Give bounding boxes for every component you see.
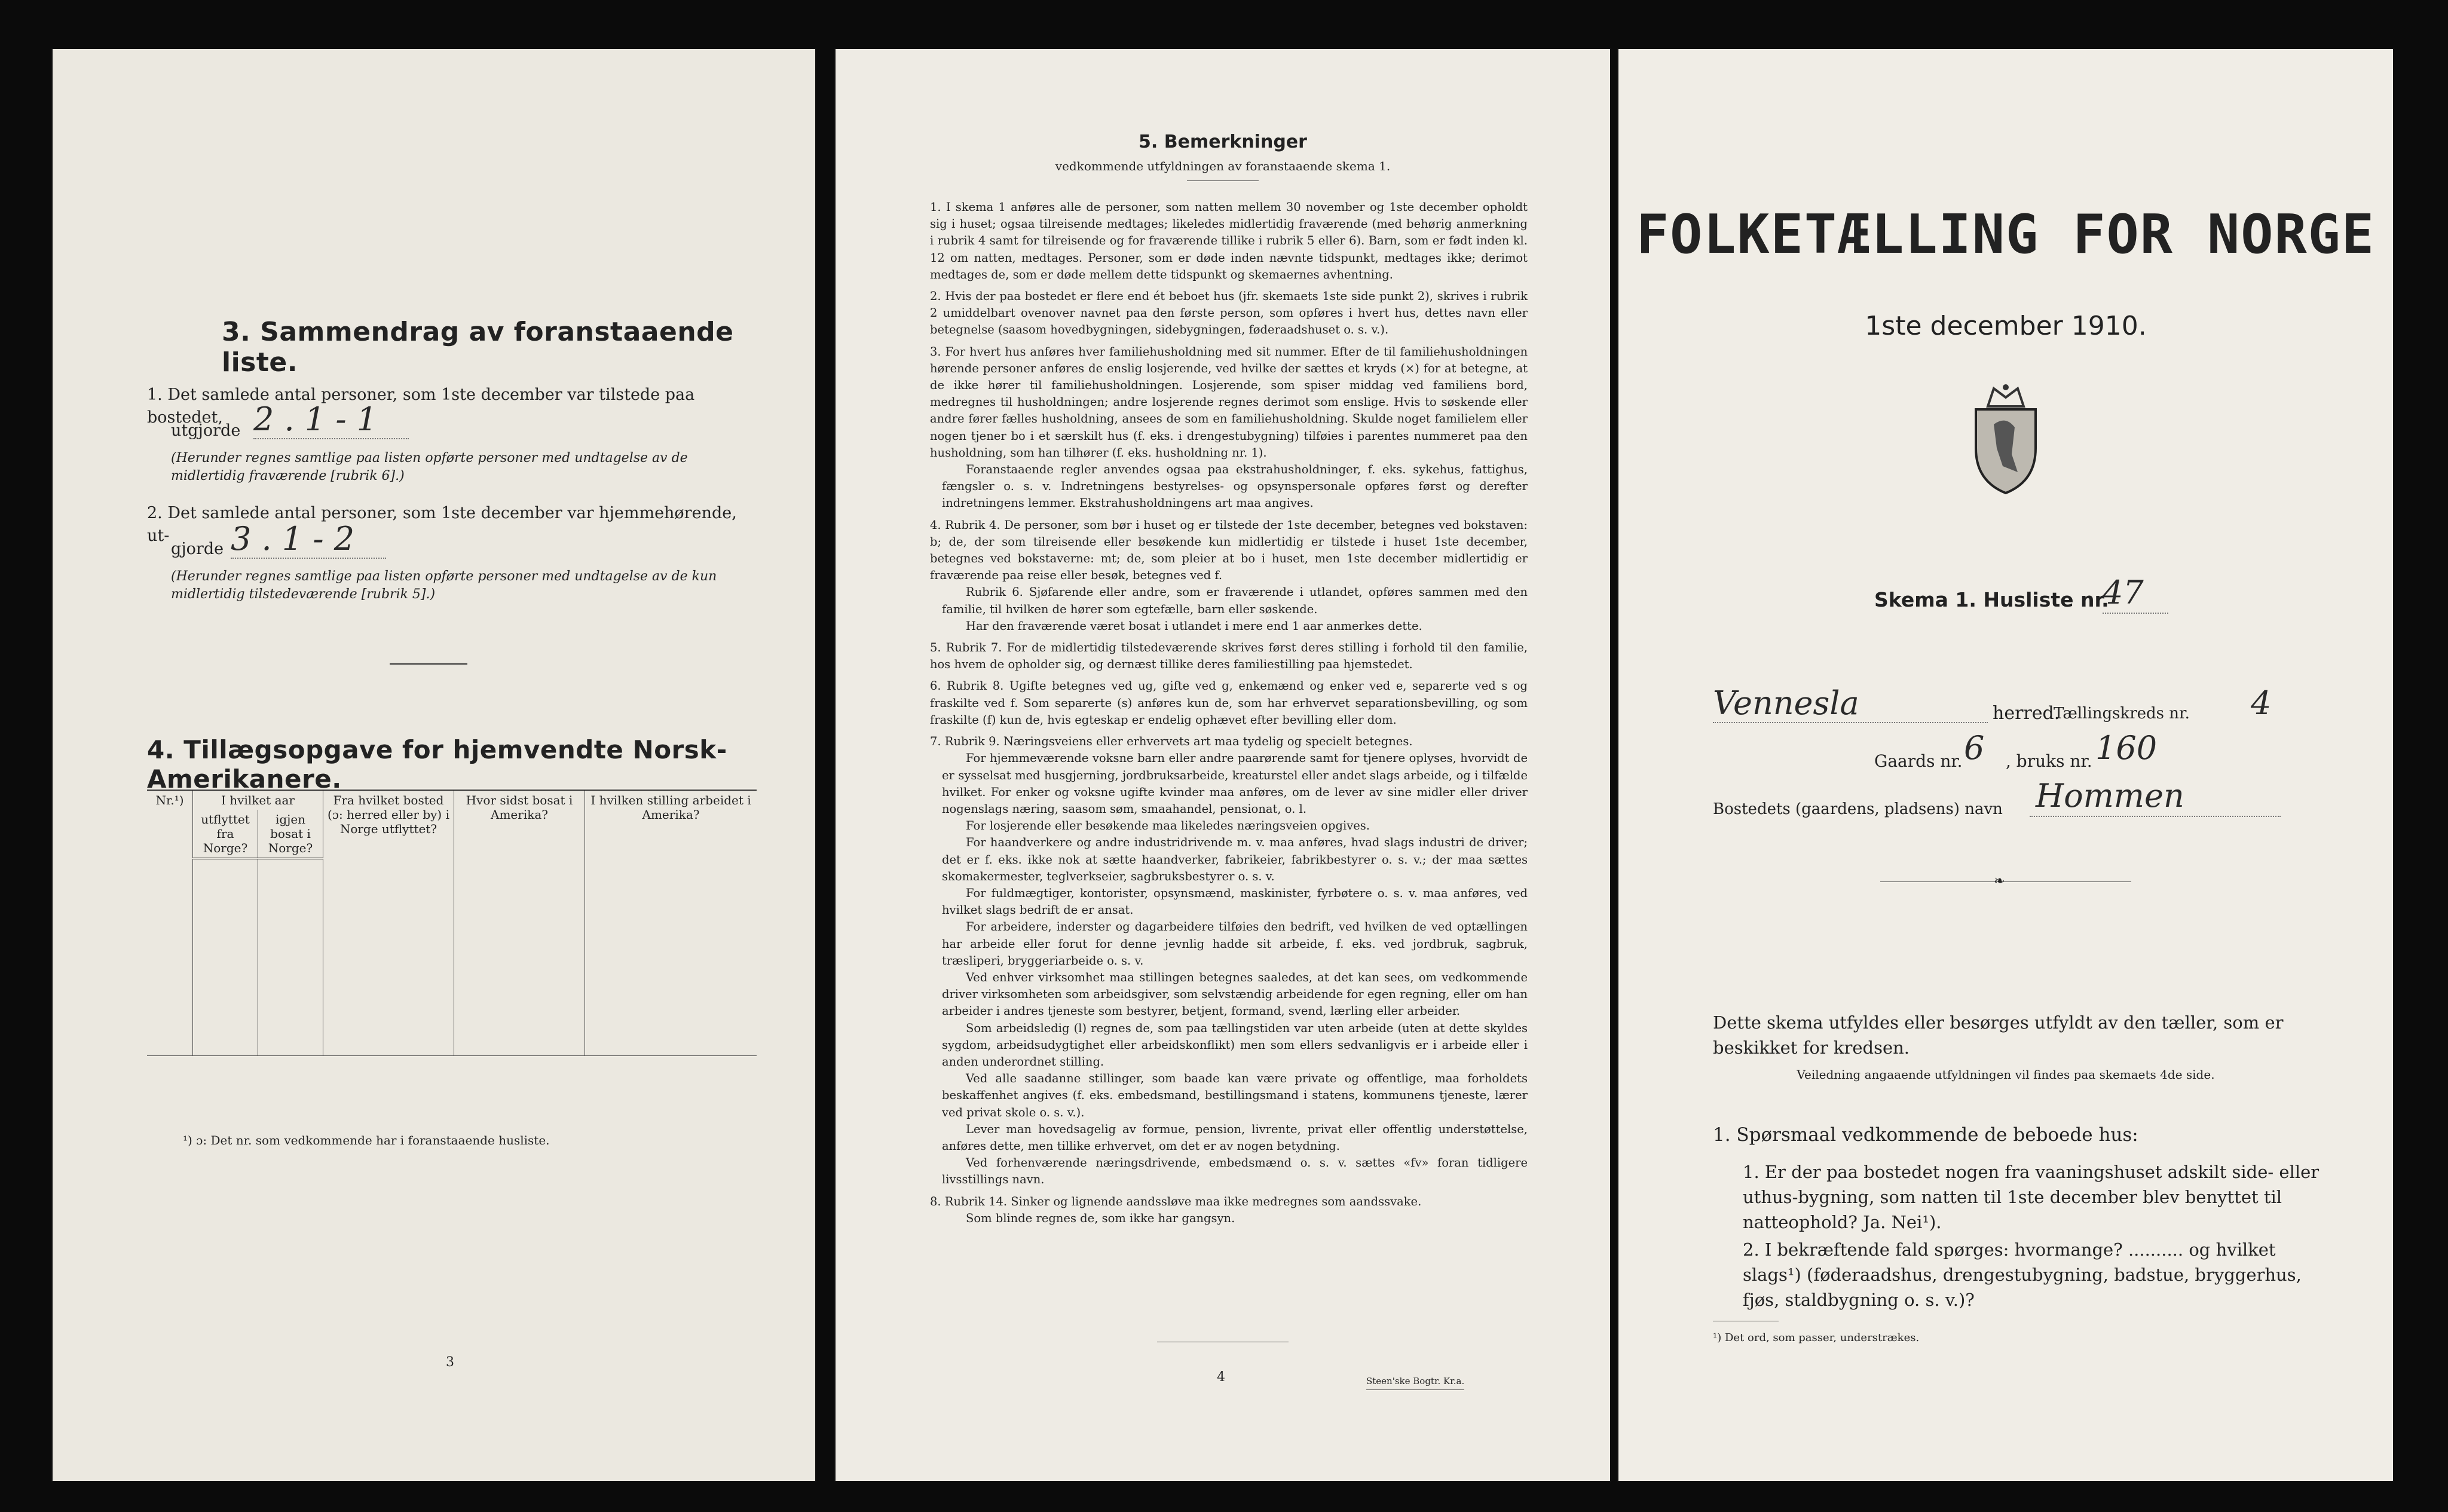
q1-title: 1. Spørsmaal vedkommende de beboede hus: bbox=[1713, 1124, 2138, 1146]
q1-item2: 2. I bekræftende fald spørges: hvormange? .......... og hvilket slags¹) (føderaadshus, drengestubygning, badstue, bryggerhus, fjøs, staldbygning o. s. v.)? bbox=[1743, 1239, 2302, 1310]
printer-credit: Steen'ske Bogtr. Kr.a. bbox=[1366, 1373, 1464, 1390]
remark-paragraph: Har den fraværende været bosat i utlandet i mere end 1 aar anmerkes dette. bbox=[966, 619, 1422, 633]
remark-paragraph: 3. For hvert hus anføres hver familiehusholdning med sit nummer. Efter de til familiehusholdningen hørende personer anføres de enslig losjerende, ved hvilke der sættes et kryds (×) for at betegne, at de ikke hører til familiehusholdningen. Losjerende, som spiser middag ved familiens bord, medregnes til husholdningen; andre losjerende regnes derimot som enslige. Hvis to søskende eller andre fører fælles husholdning, ansees de som en familiehusholdning. Skulde noget familielem eller nogen tjener bo i et særskilt hus (f. eks. i drengestubygning) tilføies i parentes nummeret paa den husholdning, som han tilhører (f. eks. husholdning nr. 1). bbox=[930, 344, 1528, 460]
middle-page bbox=[834, 48, 1611, 1482]
remark-paragraph: Lever man hovedsagelig av formue, pension, livrente, privat eller offentlig understøttelse, anføres dette, men tillike erhvervet, om det er av nogen betydning. bbox=[942, 1122, 1528, 1153]
s3-item2-value: 3 . 1 - 2 bbox=[231, 520, 386, 559]
ornament-icon: ❧ bbox=[1994, 874, 2005, 889]
remarks-text bbox=[930, 194, 1528, 1227]
bosted-label: Bostedets (gaardens, pladsens) navn bbox=[1713, 800, 2003, 818]
section-5-title: 5. Bemerkninger bbox=[1139, 131, 1307, 152]
right-footnote: ¹) Det ord, som passer, understrækes. bbox=[1713, 1332, 1920, 1344]
col-igjen-header: igjen bosat i Norge? bbox=[258, 810, 323, 859]
coat-of-arms-icon bbox=[1961, 382, 2051, 496]
divider bbox=[1187, 180, 1259, 181]
remark-paragraph: 4. Rubrik 4. De personer, som bør i huset og er tilstede der 1ste december, betegnes ved bokstaven: b; de, der som tilreisende eller besøkende kun midlertidig er tilstede i huset 1ste december, betegnes ved bokstaverne: mt; de, som pleier at bo i huset, men 1ste december midlertidig er fraværende paa reise eller besøk, betegnes ved f. bbox=[930, 518, 1528, 583]
main-heading: FOLKETÆLLING FOR NORGE bbox=[1636, 203, 2376, 266]
s3-item2-text: 2. Det samlede antal personer, som 1ste december var hjemmehørende, ut- bbox=[147, 504, 737, 545]
remark-paragraph: 7. Rubrik 9. Næringsveiens eller erhvervets art maa tydelig og specielt betegnes. bbox=[930, 734, 1413, 749]
bruks-label: , bruks nr. bbox=[2006, 751, 2092, 771]
col-fra-header: Fra hvilket bosted (ɔ: herred eller by) i Norge utflyttet? bbox=[323, 790, 454, 859]
remark-paragraph: For haandverkere og andre industridrivende m. v. maa anføres, hvad slags industri de driver; det er f. eks. ikke nok at sætte haandverker, fabrikeier, fabrikbestyrer o. s. v.; der maa sættes skomakermester, teglverkseier, sagbruksbestyrer o. s. v. bbox=[942, 835, 1528, 883]
norsk-amerikanere-table bbox=[147, 789, 757, 1056]
s3-item1-value: 2 . 1 - 1 bbox=[253, 400, 409, 439]
s3-item1-label: utgjorde bbox=[171, 421, 241, 440]
col-group-header: I hvilket aar bbox=[193, 790, 323, 810]
skema-label: Skema 1. Husliste nr. bbox=[1874, 588, 2109, 611]
right-page bbox=[1617, 48, 2394, 1482]
kreds-value: 4 bbox=[2251, 684, 2272, 722]
remark-paragraph: For losjerende eller besøkende maa likeledes næringsveien opgives. bbox=[966, 819, 1370, 833]
col-utflyttet-header: utflyttet fra Norge? bbox=[193, 810, 258, 859]
s3-item2-label: gjorde bbox=[171, 540, 224, 558]
divider bbox=[390, 663, 467, 665]
remark-paragraph: Som arbeidsledig (l) regnes de, som paa tællingstiden var uten arbeide (uten at dette skyldes sygdom, arbeidsudygtighet eller arbeidskonflikt) men som ellers sedvanligvis er i arbeide eller i anden underordnet stilling. bbox=[942, 1021, 1528, 1069]
underline bbox=[1713, 722, 1988, 723]
section-4-title: 4. Tillægsopgave for hjemvendte Norsk-Amerikanere. bbox=[147, 735, 727, 794]
herred-value: Vennesla bbox=[1713, 684, 1859, 722]
instruction-note: Veiledning angaaende utfyldningen vil findes paa skemaets 4de side. bbox=[1797, 1067, 2215, 1082]
herred-label: herred. bbox=[1993, 703, 2060, 724]
q1-item1: 1. Er der paa bostedet nogen fra vaaningshuset adskilt side- eller uthus-bygning, som natten til 1ste december blev benyttet til natteophold? Ja. Nei¹). bbox=[1743, 1162, 2320, 1232]
col-nr-header: Nr.¹) bbox=[147, 790, 193, 859]
underline bbox=[2030, 816, 2281, 817]
remark-paragraph: Ved enhver virksomhet maa stillingen betegnes saaledes, at det kan sees, om vedkommende driver virksomheten som arbeidsgiver, som selvstændig arbeidende for egen regning, eller om han arbeider i andres tjeneste som bestyrer, betjent, formand, svend, lærling eller arbeider. bbox=[942, 970, 1528, 1018]
bosted-value: Hommen bbox=[2036, 777, 2184, 815]
table-row bbox=[147, 859, 757, 1056]
page-number-4: 4 bbox=[1217, 1370, 1225, 1385]
remark-paragraph: 6. Rubrik 8. Ugifte betegnes ved ug, gifte ved g, enkemænd og enker ved e, separerte ved s og fraskilte ved f. Som separerte (s) anføres kun de, som har erhvervet separationsbevilling, og som fraskilte (f) kun de, hvis egteskap er endelig ophævet efter bevilling eller dom. bbox=[930, 679, 1528, 727]
left-page bbox=[51, 48, 816, 1482]
table-footnote: ¹) ɔ: Det nr. som vedkommende har i foranstaaende husliste. bbox=[183, 1133, 550, 1147]
s3-item1-text: 1. Det samlede antal personer, som 1ste december var tilstede paa bostedet, bbox=[147, 385, 695, 427]
page-number-3: 3 bbox=[446, 1355, 454, 1370]
remark-paragraph: Ved forhenværende næringsdrivende, embedsmænd o. s. v. sættes «fv» foran tidligere livsstillings navn. bbox=[942, 1156, 1528, 1187]
section-5-subtitle: vedkommende utfyldningen av foranstaaende skema 1. bbox=[1055, 159, 1391, 173]
s3-item2-note: (Herunder regnes samtlige paa listen opførte personer med undtagelse av de kun midlertidig tilstedeværende [rubrik 5].) bbox=[171, 569, 717, 602]
census-date: 1ste december 1910. bbox=[1865, 311, 2147, 341]
remark-paragraph: Som blinde regnes de, som ikke har gangsyn. bbox=[966, 1211, 1235, 1225]
section-3-title: 3. Sammendrag av foranstaaende liste. bbox=[222, 317, 734, 378]
remark-paragraph: For arbeidere, inderster og dagarbeidere tilføies den bedrift, ved hvilken de ved optællingen har arbeide eller forut for denne jevnlig hadde sit arbeide, f. eks. ved jordbruk, sagbruk, træsliperi, bryggeriarbeide o. s. v. bbox=[942, 920, 1528, 968]
kreds-label: Tællingskreds nr. bbox=[2054, 705, 2190, 723]
underline bbox=[2103, 613, 2168, 614]
col-stilling-header: I hvilken stilling arbeidet i Amerika? bbox=[585, 790, 757, 859]
s3-item1-note: (Herunder regnes samtlige paa listen opførte personer med undtagelse av de midlertidig fraværende [rubrik 6].) bbox=[171, 451, 688, 483]
husliste-nr-value: 47 bbox=[2103, 574, 2144, 611]
remark-paragraph: For fuldmægtiger, kontorister, opsynsmænd, maskinister, fyrbøtere o. s. v. maa anføres, ved hvilket slags bedrift de er ansat. bbox=[942, 886, 1528, 917]
remark-paragraph: 2. Hvis der paa bostedet er flere end ét beboet hus (jfr. skemaets 1ste side punkt 2), skrives i rubrik 2 umiddelbart ovenover navnet paa den første person, som opføres i hvert hus, dettes navn eller betegnelse (saasom hovedbygningen, sidebygningen, føderaadshuset o. s. v.). bbox=[930, 289, 1528, 337]
remark-paragraph: For hjemmeværende voksne barn eller andre paarørende samt for tjenere oplyses, hvorvidt de er sysselsat med husgjerning, jordbruksarbeide, kreaturstel eller andet slags arbeide, og i tilfælde hvilket. For enker og voksne ugifte kvinder maa anføres, om de lever av sine midler eller driver nogenslags næring, saasom søm, smaahandel, pensionat, o. l. bbox=[942, 751, 1528, 816]
gaards-label: Gaards nr. bbox=[1874, 751, 1963, 771]
col-hvor-header: Hvor sidst bosat i Amerika? bbox=[454, 790, 585, 859]
remark-paragraph: Foranstaaende regler anvendes ogsaa paa ekstrahusholdninger, f. eks. sykehus, fattighus, fængsler o. s. v. Indretningens bestyrelses- og opsynspersonale opføres først og derefter indretningens lemmer. Ekstrahusholdningens art maa angives. bbox=[942, 463, 1528, 510]
remark-paragraph: 8. Rubrik 14. Sinker og lignende aandssløve maa ikke medregnes som aandssvake. bbox=[930, 1194, 1422, 1208]
remark-paragraph: 5. Rubrik 7. For de midlertidig tilstedeværende skrives først deres stilling i forhold til den familie, hos hvem de opholder sig, og dernæst tillike deres familiestilling paa hjemstedet. bbox=[930, 641, 1528, 672]
gaards-value: 6 bbox=[1964, 729, 1985, 767]
remark-paragraph: Ved alle saadanne stillinger, som baade kan være private og offentlige, maa forholdets beskaffenhet angives (f. eks. embedsmand, bestillingsmand i statens, kommunens tjeneste, lærer ved privat skole o. s. v.). bbox=[942, 1072, 1528, 1119]
bruks-value: 160 bbox=[2095, 729, 2158, 767]
remark-paragraph: 1. I skema 1 anføres alle de personer, som natten mellem 30 november og 1ste december opholdt sig i huset; ogsaa tilreisende medtages; likeledes midlertidig fraværende (med behørig anmerkning i rubrik 4 samt for tilreisende og for fraværende tillike i rubrik 5 eller 6). Barn, som er født inden kl. 12 om natten, medtages. Personer, som er døde inden nævnte tidspunkt, medtages ikke; derimot medtages de, som er døde mellem dette tidspunkt og skemaernes avhentning. bbox=[930, 200, 1528, 281]
instruction-text: Dette skema utfyldes eller besørges utfyldt av den tæller, som er beskikket for kredsen. bbox=[1713, 1012, 2284, 1058]
remark-paragraph: Rubrik 6. Sjøfarende eller andre, som er fraværende i utlandet, opføres sammen med den familie, til hvilken de hører som egtefælle, barn eller søskende. bbox=[942, 585, 1528, 616]
